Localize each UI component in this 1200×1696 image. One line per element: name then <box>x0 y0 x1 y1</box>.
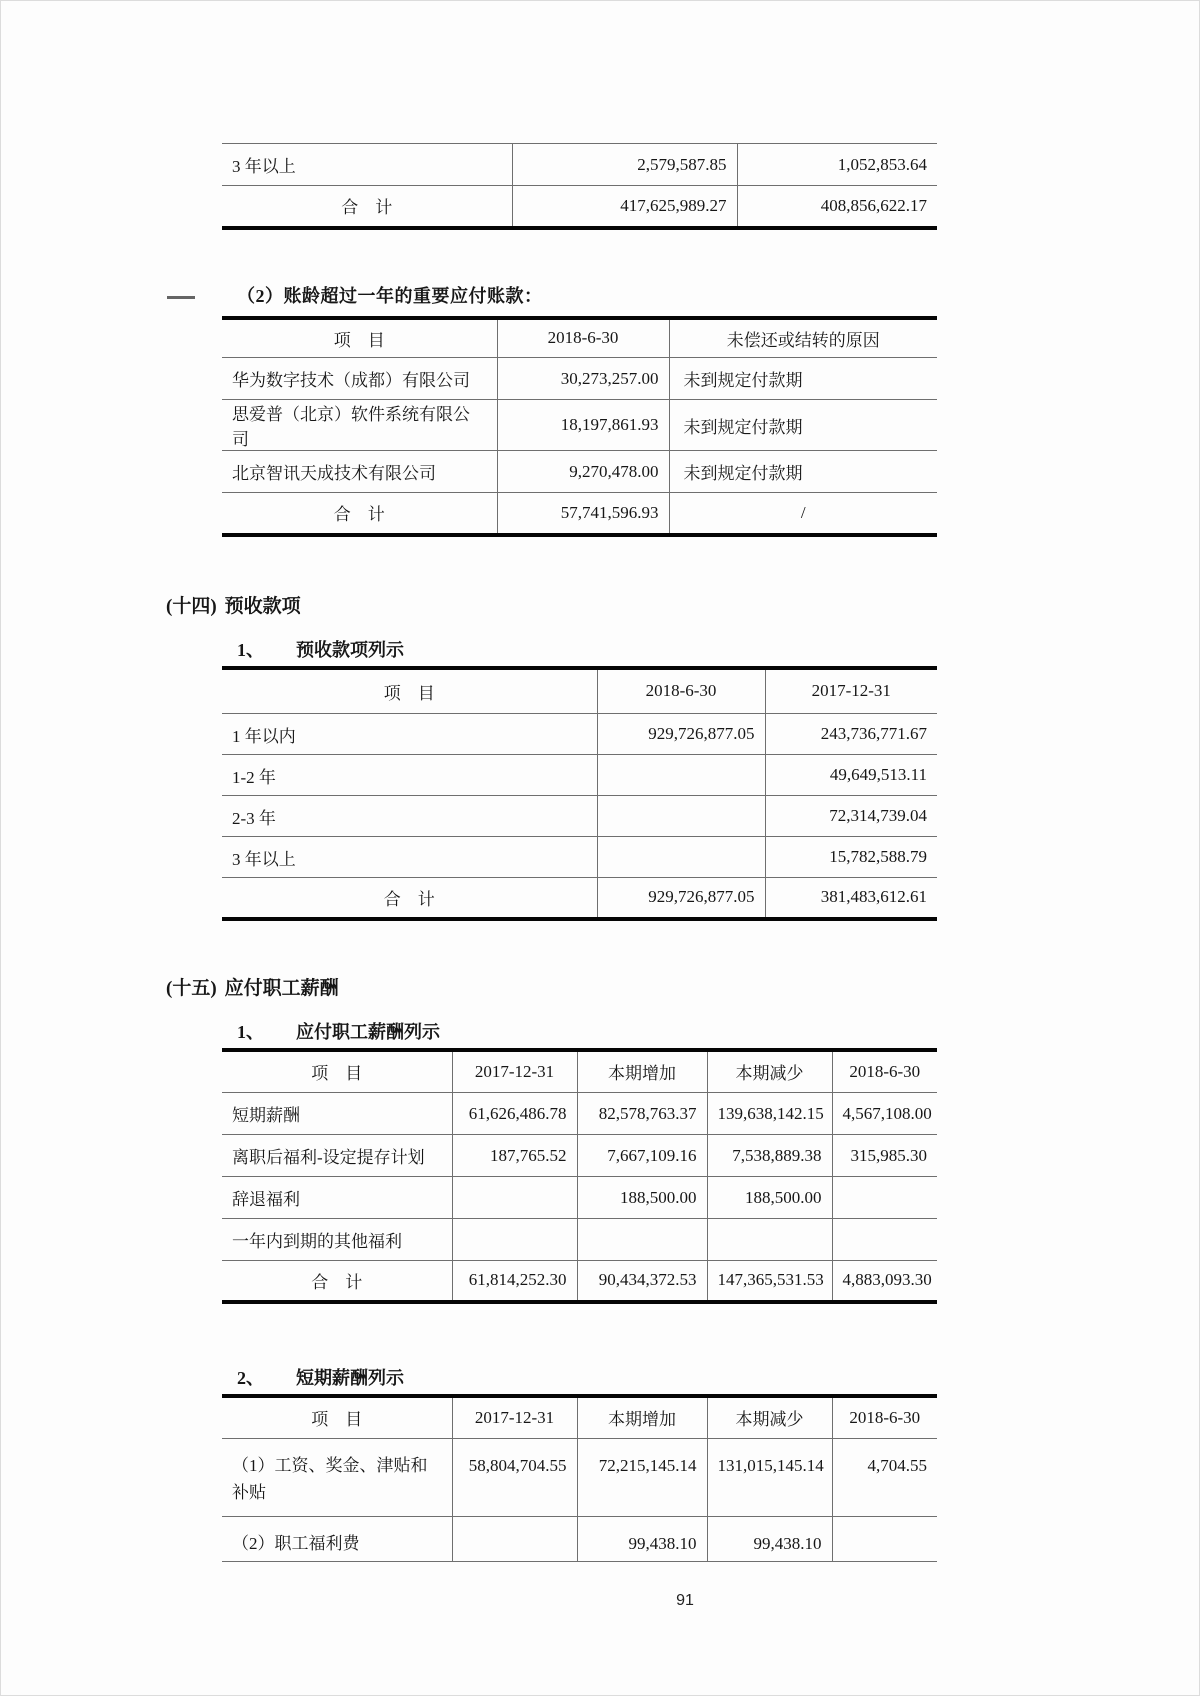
amount-cell: 139,638,142.15 <box>707 1093 832 1135</box>
header-cell: 项 目 <box>311 1064 363 1084</box>
header-cell: 本期减少 <box>707 1050 832 1093</box>
amount-cell <box>832 1517 937 1562</box>
reason-cell: 未到规定付款期 <box>669 400 937 451</box>
total-row <box>222 186 937 228</box>
table-row <box>222 1177 937 1219</box>
amount-cell <box>577 1219 707 1261</box>
section-number: (十五) <box>166 977 217 999</box>
table-short-term-compensation <box>222 1394 937 1563</box>
table-row <box>222 1219 937 1261</box>
amount-cell <box>832 1219 937 1261</box>
table-row <box>222 358 937 400</box>
amount-cell: 4,704.55 <box>832 1439 937 1517</box>
amount-cell: 188,500.00 <box>707 1177 832 1219</box>
header-row <box>222 1396 937 1439</box>
amount-cell <box>707 1219 832 1261</box>
item-cell: 一年内到期的其他福利 <box>232 1232 402 1251</box>
amount-cell: 15,782,588.79 <box>765 837 937 878</box>
subsection-label: 短期薪酬列示 <box>296 1367 404 1388</box>
header-cell: 项 目 <box>383 683 435 703</box>
table-row <box>222 1093 937 1135</box>
subsection-number: 2、 <box>237 1367 264 1388</box>
amount-cell: 315,985.30 <box>832 1135 937 1177</box>
total-row <box>222 878 937 919</box>
amount-cell: 929,726,877.05 <box>597 878 765 919</box>
total-label-cell: 合 计 <box>311 1272 363 1292</box>
header-cell: 2018-6-30 <box>832 1050 937 1093</box>
header-row <box>222 668 937 714</box>
amount-cell: 9,270,478.00 <box>497 451 669 493</box>
amount-cell: 381,483,612.61 <box>765 878 937 919</box>
header-cell: 未偿还或结转的原因 <box>669 318 937 358</box>
header-cell: 2017-12-31 <box>765 668 937 714</box>
amount-cell: 58,804,704.55 <box>452 1439 577 1517</box>
item-cell: 3 年以上 <box>232 849 296 869</box>
table-row <box>222 837 937 878</box>
header-row <box>222 318 937 358</box>
reason-cell: 未到规定付款期 <box>669 358 937 400</box>
item-cell: 辞退福利 <box>232 1190 300 1209</box>
amount-cell: 30,273,257.00 <box>497 358 669 400</box>
section-number: (十四) <box>166 595 217 617</box>
amount-cell: 72,215,145.14 <box>577 1439 707 1517</box>
amount-cell <box>832 1177 937 1219</box>
page-number: 91 <box>676 1592 694 1609</box>
header-cell: 2017-12-31 <box>452 1050 577 1093</box>
subsection-number: 1、 <box>237 1021 264 1042</box>
table-row <box>222 1439 937 1517</box>
amount-cell: 417,625,989.27 <box>512 186 737 228</box>
section-title-payroll <box>166 973 1199 1000</box>
amount-cell: 131,015,145.14 <box>707 1439 832 1517</box>
item-cell: 2-3 年 <box>232 808 276 828</box>
header-cell: 本期增加 <box>577 1396 707 1439</box>
section-label: 预收款项 <box>224 595 301 617</box>
table-row <box>222 451 937 493</box>
header-cell: 本期增加 <box>577 1050 707 1093</box>
table-row <box>222 755 937 796</box>
header-cell: 2017-12-31 <box>452 1396 577 1439</box>
subsection-label: 应付职工薪酬列示 <box>296 1021 440 1042</box>
margin-dash <box>167 296 195 299</box>
header-cell: 2018-6-30 <box>597 668 765 714</box>
amount-cell: 99,438.10 <box>577 1517 707 1562</box>
header-cell: 项 目 <box>333 330 385 350</box>
reason-cell: 未到规定付款期 <box>669 451 937 493</box>
amount-cell: 90,434,372.53 <box>577 1261 707 1302</box>
overdue-payables-heading: （2）账龄超过一年的重要应付账款： <box>237 285 543 306</box>
amount-cell: 18,197,861.93 <box>497 400 669 451</box>
amount-cell: 1,052,853.64 <box>737 144 937 186</box>
amount-cell: 72,314,739.04 <box>765 796 937 837</box>
table-aging-carryover <box>222 143 937 230</box>
page-content <box>1 1 1199 1610</box>
item-cell: 离职后福利-设定提存计划 <box>232 1148 425 1167</box>
header-cell: 项 目 <box>311 1410 363 1430</box>
amount-cell <box>597 837 765 878</box>
amount-cell: 4,883,093.30 <box>832 1261 937 1302</box>
amount-cell: 408,856,622.17 <box>737 186 937 228</box>
item-cell: 华为数字技术（成都）有限公司 <box>232 371 470 390</box>
amount-cell: 929,726,877.05 <box>597 714 765 755</box>
header-cell: 2018-6-30 <box>497 318 669 358</box>
amount-cell: 187,765.52 <box>452 1135 577 1177</box>
amount-cell: 61,814,252.30 <box>452 1261 577 1302</box>
table-row <box>222 1517 937 1562</box>
amount-cell: 7,667,109.16 <box>577 1135 707 1177</box>
amount-cell: 2,579,587.85 <box>512 144 737 186</box>
header-row <box>222 1050 937 1093</box>
table-overdue-payables <box>222 316 937 537</box>
amount-cell <box>452 1177 577 1219</box>
table-advances-aging <box>222 666 937 921</box>
item-cell: 北京智讯天成技术有限公司 <box>232 464 436 483</box>
table-row <box>222 400 937 451</box>
section-subtitle-payroll-list <box>237 1018 1199 1044</box>
item-cell: 1-2 年 <box>232 767 276 787</box>
section-label: 应付职工薪酬 <box>224 977 339 999</box>
amount-cell <box>597 755 765 796</box>
amount-cell: 7,538,889.38 <box>707 1135 832 1177</box>
table-row <box>222 714 937 755</box>
table-payroll-summary <box>222 1048 937 1304</box>
table-row <box>222 1135 937 1177</box>
amount-cell: 243,736,771.67 <box>765 714 937 755</box>
total-label-cell: 合 计 <box>383 889 435 909</box>
amount-cell <box>597 796 765 837</box>
amount-cell: 61,626,486.78 <box>452 1093 577 1135</box>
item-cell: 3 年以上 <box>232 157 296 176</box>
total-label-cell: 合 计 <box>341 198 393 218</box>
total-label-cell: 合 计 <box>333 505 385 525</box>
table-row <box>222 796 937 837</box>
amount-cell: 57,741,596.93 <box>497 493 669 535</box>
amount-cell <box>452 1517 577 1562</box>
amount-cell: 99,438.10 <box>707 1517 832 1562</box>
total-row <box>222 1261 937 1302</box>
reason-cell: / <box>669 493 937 535</box>
header-cell: 本期减少 <box>707 1396 832 1439</box>
item-cell: 1 年以内 <box>232 726 296 746</box>
item-cell: 思爱普（北京）软件系统有限公司 <box>232 405 470 449</box>
subsection-label: 预收款项列示 <box>296 639 404 660</box>
section-subtitle-advances <box>237 636 1199 662</box>
table-row <box>222 144 937 186</box>
amount-cell <box>452 1219 577 1261</box>
subsection-number: 1、 <box>237 639 264 660</box>
amount-cell: 82,578,763.37 <box>577 1093 707 1135</box>
amount-cell: 188,500.00 <box>577 1177 707 1219</box>
section-title-advances <box>166 591 1199 618</box>
amount-cell: 49,649,513.11 <box>765 755 937 796</box>
amount-cell: 4,567,108.00 <box>832 1093 937 1135</box>
item-cell: 短期薪酬 <box>232 1106 300 1125</box>
item-cell: （2）职工福利费 <box>232 1534 360 1553</box>
total-row <box>222 493 937 535</box>
header-cell: 2018-6-30 <box>832 1396 937 1439</box>
amount-cell: 147,365,531.53 <box>707 1261 832 1302</box>
section-subtitle-shortterm <box>237 1364 1199 1390</box>
item-cell: （1）工资、奖金、津贴和补贴 <box>232 1456 428 1502</box>
